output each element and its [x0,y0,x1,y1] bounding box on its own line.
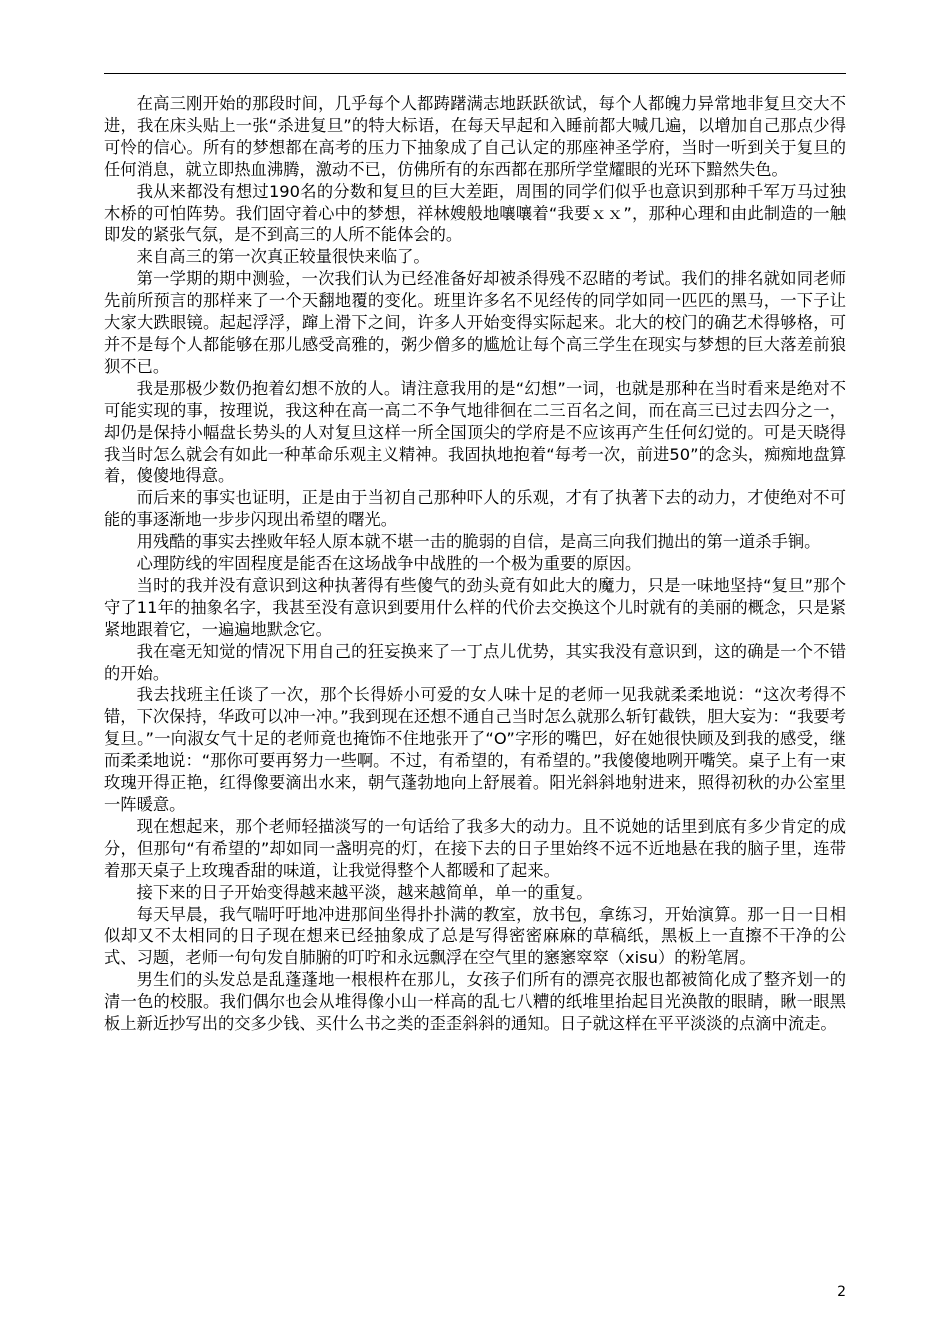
paragraph: 心理防线的牢固程度是能否在这场战争中战胜的一个极为重要的原因。 [136,554,642,574]
paragraph: 我在毫无知觉的情况下用自己的狂妄换来了一丁点儿优势，其实我没有意识到，这的确是一个不错的开始。 [104,641,846,683]
paragraph: 第一学期的期中测验，一次我们认为已经准备好却被杀得残不忍睹的考试。我们的排名就如同老师先前所预言的那样来了一个天翻地覆的变化。班里许多名不见经传的同学如同一匹匹的黑马，一下子让大家大跌眼镜。起起浮浮，蹿上滑下之间，许多人开始变得实际起来。北大的校门的确艺术得够格，可并不是每个人都能够在那儿感受高雅的，粥少僧多的尴尬让每个高三学生在现实与梦想的巨大落差前狼狈不已。 [104,269,846,376]
page-number: 2 [837,1284,846,1300]
paragraph: 每天早晨，我气喘吁吁地冲进那间坐得扑扑满的教室，放书包，拿练习，开始演算。那一日一日相似却又不太相同的日子现在想来已经抽象成了总是写得密密麻麻的草稿纸，黑板上一直擦不干净的公式、习题，老师一句句发自肺腑的叮咛和永远飘浮在空气里的窸窸窣窣（xisu）的粉笔屑。 [104,904,846,968]
header-rule [104,73,846,74]
paragraph: 来自高三的第一次真正较量很快来临了。 [136,247,430,267]
paragraph: 现在想起来，那个老师轻描淡写的一句话给了我多大的动力。且不说她的话里到底有多少肯定的成分，但那句“有希望的”却如同一盏明亮的灯，在接下去的日子里始终不远不近地悬在我的脑子里，连带着那天桌子上玫瑰香甜的味道，让我觉得整个人都暖和了起来。 [104,816,846,880]
paragraph: 在高三刚开始的那段时间，几乎每个人都踌躇满志地跃跃欲试，每个人都魄力异常地非复旦交大不进，我在床头贴上一张“杀进复旦”的特大标语，在每天早起和入睡前都大喊几遍，以增加自己那点少得可怜的信心。所有的梦想都在高考的压力下抽象成了自己认定的那座神圣学府，当时一听到关于复旦的任何消息，就立即热血沸腾，激动不已，仿佛所有的东西都在那所学堂耀眼的光环下黯然失色。 [104,94,846,179]
document-body [104,93,846,1035]
paragraph: 而后来的事实也证明，正是由于当初自己那种吓人的乐观，才有了执著下去的动力，才使绝对不可能的事逐渐地一步步闪现出希望的曙光。 [104,488,846,530]
paragraph: 男生们的头发总是乱蓬蓬地一根根杵在那儿，女孩子们所有的漂亮衣服也都被简化成了整齐划一的清一色的校服。我们偶尔也会从堆得像小山一样高的乱七八糟的纸堆里抬起目光涣散的眼睛，瞅一眼黑板上新近抄写出的交多少钱、买什么书之类的歪歪斜斜的通知。日子就这样在平平淡淡的点滴中流走。 [104,970,846,1034]
paragraph: 当时的我并没有意识到这种执著得有些傻气的劲头竟有如此大的魔力，只是一味地坚持“复旦”那个守了11年的抽象名字，我甚至没有意识到要用什么样的代价去交换这个儿时就有的美丽的概念，只是紧紧地跟着它，一遍遍地默念它。 [104,575,846,639]
paragraph: 我去找班主任谈了一次，那个长得娇小可爱的女人味十足的老师一见我就柔柔地说：“这次考得不错，下次保持，华政可以冲一冲。”我到现在还想不通自己当时怎么就那么斩钉截铁，胆大妄为：“我要考复旦。”一向淑女气十足的老师竟也掩饰不住地张开了“O”字形的嘴巴，好在她很快顾及到我的感受，继而柔柔地说：“那你可要再努力一些啊。不过，有希望的，有希望的。”我傻傻地咧开嘴笑。桌子上有一束玫瑰开得正艳，红得像要滴出水来，朝气蓬勃地向上舒展着。阳光斜斜地射进来，照得初秋的办公室里一阵暖意。 [104,685,846,814]
paragraph: 我从来都没有想过190名的分数和复旦的巨大差距，周围的同学们似乎也意识到那种千军万马过独木桥的可怕阵势。我们固守着心中的梦想，祥林嫂般地嚷嚷着“我要ｘｘ”，那种心理和由此制造的一触即发的紧张气氛，是不到高三的人所不能体会的。 [104,181,846,245]
paragraph: 用残酷的事实去挫败年轻人原本就不堪一击的脆弱的自信，是高三向我们抛出的第一道杀手锏。 [136,532,821,552]
paragraph: 接下来的日子开始变得越来越平淡，越来越简单，单一的重复。 [136,882,593,902]
paragraph: 我是那极少数仍抱着幻想不放的人。请注意我用的是“幻想”一词，也就是那种在当时看来是绝对不可能实现的事，按理说，我这种在高一高二不争气地徘徊在二三百名之间，而在高三已过去四分之一，却仍是保持小幅盘长势头的人对复旦这样一所全国顶尖的学府是不应该再产生任何幻觉的。可是天晓得我当时怎么就会有如此一种革命乐观主义精神。我固执地抱着“每考一次，前进50”的念头，痴痴地盘算着，傻傻地得意。 [104,378,846,486]
